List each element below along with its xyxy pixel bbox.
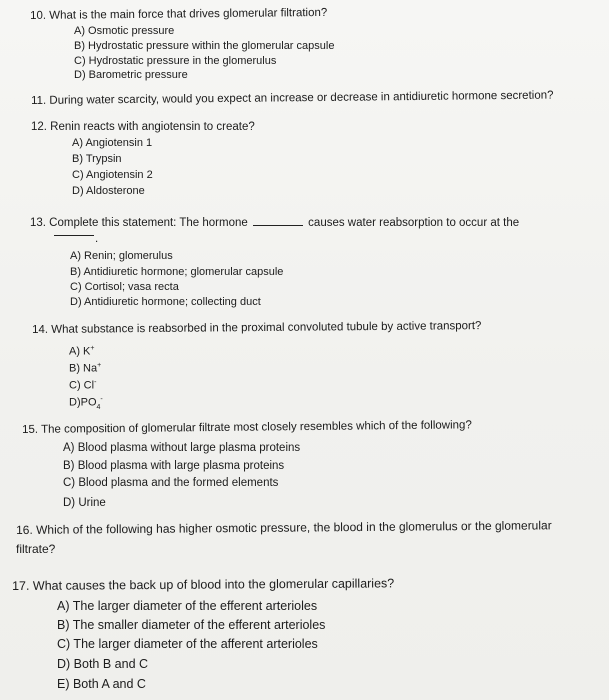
q15-question: 15. The composition of glomerular filtrate most closely resembles which of the following? bbox=[22, 419, 472, 436]
q15-option-a: A) Blood plasma without large plasma proteins bbox=[63, 442, 301, 454]
q13-option-c: C) Cortisol; vasa recta bbox=[70, 281, 179, 293]
q11-question: 11. During water scarcity, would you expect an increase or decrease in antidiuretic hormone secretion? bbox=[31, 89, 554, 107]
q17-option-b: B) The smaller diameter of the efferent arterioles bbox=[57, 618, 326, 632]
q10-option-b: B) Hydrostatic pressure within the glomerular capsule bbox=[74, 40, 335, 52]
q12-question: 12. Renin reacts with angiotensin to create? bbox=[31, 121, 255, 133]
q17-option-a: A) The larger diameter of the efferent arterioles bbox=[57, 599, 318, 613]
q12-option-c: C) Angiotensin 2 bbox=[72, 169, 153, 181]
q15-option-c: C) Blood plasma and the formed elements bbox=[63, 477, 279, 489]
q12-option-a: A) Angiotensin 1 bbox=[72, 137, 153, 149]
q10-option-d: D) Barometric pressure bbox=[74, 69, 188, 81]
q10-option-c: C) Hydrostatic pressure in the glomerulus bbox=[74, 55, 277, 67]
q13-option-b: B) Antidiuretic hormone; glomerular capsule bbox=[70, 266, 284, 278]
q17-option-e: E) Both A and C bbox=[57, 677, 146, 691]
q12-option-d: D) Aldosterone bbox=[72, 185, 145, 197]
q16-question-line1: 16. Which of the following has higher osmotic pressure, the blood in the glomerulus or the glomerular bbox=[16, 518, 552, 537]
q16-question-line2: filtrate? bbox=[16, 542, 56, 556]
q13-text-part2: causes water reabsorption to occur at the bbox=[308, 217, 520, 229]
q13-blank-1 bbox=[253, 215, 303, 226]
q14-option-b: B) Na+ bbox=[69, 362, 102, 375]
q10-option-a: A) Osmotic pressure bbox=[74, 25, 175, 37]
q15-option-d: D) Urine bbox=[63, 497, 106, 509]
q17-option-d: D) Both B and C bbox=[57, 657, 149, 671]
q15-option-b: B) Blood plasma with large plasma proteins bbox=[63, 460, 285, 472]
q12-option-b: B) Trypsin bbox=[72, 153, 122, 165]
q14-option-d: $D)PO_4^-$ bbox=[69, 396, 103, 411]
q14-option-c: C) Cl- bbox=[69, 379, 97, 392]
q13-blank-2 bbox=[54, 235, 94, 236]
q17-option-c: C) The larger diameter of the afferent arterioles bbox=[57, 637, 318, 651]
q14-question: 14. What substance is reabsorbed in the proximal convoluted tubule by active transport? bbox=[32, 320, 482, 336]
q13-question bbox=[30, 215, 519, 229]
q13-text-part1: 13. Complete this statement: The hormone bbox=[30, 217, 248, 229]
q13-period: . bbox=[95, 233, 99, 245]
q10-question: 10. What is the main force that drives glomerular filtration? bbox=[30, 6, 328, 22]
q13-option-d: D) Antidiuretic hormone; collecting duct bbox=[70, 296, 261, 308]
q14-option-a: A) K+ bbox=[69, 345, 95, 358]
q17-question: 17. What causes the back up of blood into the glomerular capillaries? bbox=[12, 576, 395, 593]
q13-option-a: A) Renin; glomerulus bbox=[70, 250, 173, 262]
